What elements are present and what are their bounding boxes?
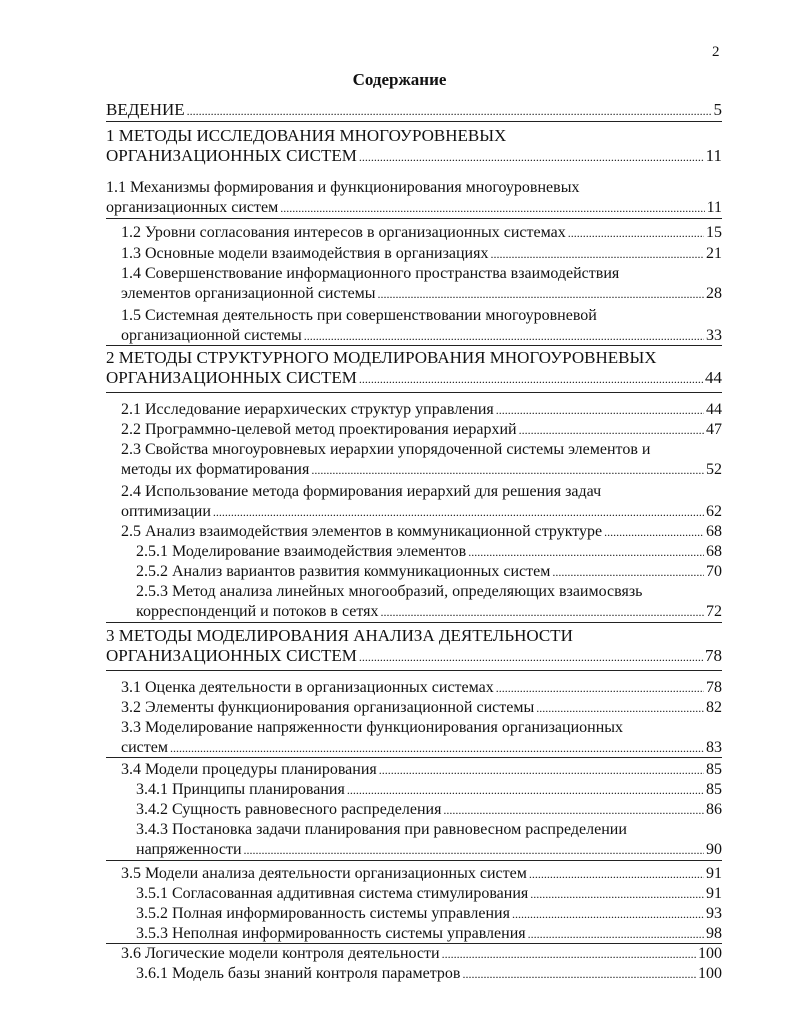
toc-page-number: 52 — [706, 461, 722, 478]
toc-page-number: 62 — [706, 503, 722, 520]
toc-page-number: 100 — [698, 945, 722, 962]
leader-dots — [379, 760, 704, 780]
toc-entry — [121, 284, 722, 303]
section-divider — [106, 860, 722, 861]
leader-dots — [311, 460, 704, 480]
toc-page-number: 93 — [706, 905, 722, 922]
toc-entry-line — [106, 178, 722, 197]
toc-entry — [136, 542, 722, 561]
section-divider — [106, 392, 722, 393]
toc-entry-text: 2.5.1 Моделирование взаимодействия элементов — [136, 543, 467, 560]
toc-entry-text: 3.6 Логические модели контроля деятельности — [121, 945, 440, 962]
toc-entry-text: 3 МЕТОДЫ МОДЕЛИРОВАНИЯ АНАЛИЗА ДЕЯТЕЛЬНОСТИ — [106, 626, 573, 645]
toc-entry — [136, 884, 722, 903]
toc-entry-text: 2 МЕТОДЫ СТРУКТУРНОГО МОДЕЛИРОВАНИЯ МНОГОУРОВНЕВЫХ — [106, 348, 657, 367]
toc-entry — [121, 678, 722, 697]
toc-entry — [121, 244, 722, 263]
toc-entry-text: систем — [121, 739, 168, 756]
toc-entry-text: 3.4.3 Постановка задачи планирования при равновесном распределении — [136, 821, 627, 838]
toc-entry — [136, 904, 722, 923]
toc-entry-text: 1.3 Основные модели взаимодействия в организациях — [121, 245, 489, 262]
leader-dots — [213, 502, 704, 522]
leader-dots — [378, 284, 704, 304]
toc-entry-text: 3.3 Моделирование напряженности функционирования организационных — [121, 719, 624, 736]
leader-dots — [359, 146, 704, 167]
toc-page-number: 98 — [706, 925, 722, 942]
toc-entry — [121, 223, 722, 242]
toc-entry-text: 3.5.2 Полная информированность системы управления — [136, 905, 510, 922]
toc-entry-text: организационных систем — [106, 199, 279, 216]
toc-entry-line — [121, 264, 722, 283]
toc-entry-text: организационной системы — [121, 327, 302, 344]
toc-entry-text: 3.6.1 Модель базы знаний контроля параметров — [136, 965, 461, 982]
toc-entry — [106, 198, 722, 217]
toc-entry — [121, 400, 722, 419]
toc-page-number: 91 — [706, 885, 722, 902]
leader-dots — [512, 904, 704, 924]
toc-entry-line — [121, 482, 722, 501]
toc-entry-text: 1.5 Системная деятельность при совершенствовании многоуровневой — [121, 307, 597, 324]
leader-dots — [170, 738, 704, 758]
toc-page-number: 15 — [706, 224, 722, 241]
toc-entry-text: 2.5 Анализ взаимодействия элементов в коммуникационной структуре — [121, 523, 603, 540]
toc-entry-line — [136, 820, 722, 839]
leader-dots — [604, 522, 704, 542]
leader-dots — [347, 780, 704, 800]
leader-dots — [280, 198, 704, 218]
toc-entry-text: 2.5.3 Метод анализа линейных многообразий, определяющих взаимосвязь — [136, 583, 643, 600]
toc-entry — [121, 864, 722, 883]
toc-entry — [121, 522, 722, 541]
leader-dots — [536, 698, 704, 718]
toc-entry-text: 1.4 Совершенствование информационного пространства взаимодействия — [121, 265, 620, 282]
toc-page-number: 5 — [713, 100, 722, 119]
leader-dots — [496, 678, 704, 698]
toc-entry-line — [121, 718, 722, 737]
toc-entry — [106, 646, 722, 665]
toc-entry — [121, 738, 722, 757]
toc-entry-text: корреспонденций и потоков в сетях — [136, 603, 379, 620]
toc-entry — [136, 780, 722, 799]
toc-entry — [136, 924, 722, 943]
leader-dots — [462, 964, 696, 984]
toc-page-number: 68 — [706, 543, 722, 560]
toc-entry-text: ОРГАНИЗАЦИОННЫХ СИСТЕМ — [106, 146, 357, 165]
leader-dots — [359, 368, 703, 389]
toc-page-number: 21 — [706, 245, 722, 262]
leader-dots — [496, 400, 704, 420]
section-divider — [106, 345, 722, 346]
leader-dots — [568, 223, 704, 243]
toc-entry-text: 3.4 Модели процедуры планирования — [121, 761, 377, 778]
toc-entry — [121, 760, 722, 779]
toc-entry — [121, 420, 722, 439]
toc-page-number: 90 — [706, 841, 722, 858]
toc-page-number: 100 — [698, 965, 722, 982]
toc-page-number: 33 — [706, 327, 722, 344]
toc-entry-line — [106, 348, 722, 367]
toc-entry-text: 2.5.2 Анализ вариантов развития коммуникационных систем — [136, 563, 551, 580]
toc-entry-text: 3.5.1 Согласованная аддитивная система стимулирования — [136, 885, 529, 902]
toc-entry-text: 2.3 Свойства многоуровневых иерархии упорядоченной системы элементов и — [121, 441, 651, 458]
leader-dots — [380, 602, 704, 622]
toc-page-number: 85 — [706, 781, 722, 798]
toc-entry-line — [106, 126, 722, 145]
leader-dots — [490, 244, 704, 264]
toc-title: Содержание — [352, 70, 447, 89]
section-divider — [106, 670, 722, 671]
toc-page-number: 86 — [706, 801, 722, 818]
toc-entry-text: 3.1 Оценка деятельности в организационных системах — [121, 679, 494, 696]
toc-entry-text: ВЕДЕНИЕ — [106, 100, 185, 119]
toc-entry — [106, 146, 722, 165]
toc-entry-text: 1.1 Механизмы формирования и функционирования многоуровневых — [106, 179, 580, 196]
toc-entry — [121, 460, 722, 479]
toc-page-number: 11 — [705, 146, 722, 165]
leader-dots — [244, 840, 705, 860]
toc-page-number: 28 — [706, 285, 722, 302]
toc-entry — [121, 502, 722, 521]
toc-entry-text: 2.1 Исследование иерархических структур управления — [121, 401, 494, 418]
toc-entry — [106, 100, 722, 119]
toc-entry-text: методы их форматирования — [121, 461, 310, 478]
page-number: 2 — [712, 44, 720, 60]
toc-page-number: 44 — [706, 401, 722, 418]
toc-page-number: 72 — [706, 603, 722, 620]
toc-page-number: 11 — [706, 199, 722, 216]
leader-dots — [442, 944, 696, 964]
section-divider — [106, 622, 722, 623]
toc-entry-text: ОРГАНИЗАЦИОННЫХ СИСТЕМ — [106, 646, 357, 665]
toc-entry-line — [106, 626, 722, 645]
toc-entry — [136, 562, 722, 581]
toc-entry-text: 3.4.2 Сущность равновесного распределения — [136, 801, 442, 818]
toc-page-number: 83 — [706, 739, 722, 756]
toc-page-number: 78 — [705, 646, 722, 665]
toc-entry-text: 3.4.1 Принципы планирования — [136, 781, 345, 798]
toc-entry-text: 3.2 Элементы функционирования организационной системы — [121, 699, 535, 716]
toc-entry-text: оптимизации — [121, 503, 211, 520]
toc-entry-text: 3.5 Модели анализа деятельности организационных систем — [121, 865, 527, 882]
toc-entry-text: 3.5.3 Неполная информированность системы управления — [136, 925, 526, 942]
toc-entry — [121, 326, 722, 345]
toc-page-number: 70 — [706, 563, 722, 580]
toc-entry — [136, 840, 722, 859]
toc-entry — [121, 944, 722, 963]
toc-entry — [106, 368, 722, 387]
toc-page-number: 82 — [706, 699, 722, 716]
leader-dots — [529, 864, 704, 884]
toc-entry-text: 2.4 Использование метода формирования иерархий для решения задач — [121, 483, 602, 500]
toc-entry-text: 2.2 Программно-целевой метод проектирования иерархий — [121, 421, 517, 438]
toc-page-number: 91 — [706, 865, 722, 882]
toc-entry — [136, 800, 722, 819]
toc-entry-line — [121, 306, 722, 325]
toc-entry-text: 1 МЕТОДЫ ИССЛЕДОВАНИЯ МНОГОУРОВНЕВЫХ — [106, 126, 507, 145]
toc-entry-text: 1.2 Уровни согласования интересов в организационных системах — [121, 224, 566, 241]
toc-page-number: 47 — [706, 421, 722, 438]
leader-dots — [359, 646, 703, 667]
section-divider — [106, 121, 722, 122]
section-divider — [106, 218, 722, 219]
toc-entry — [136, 964, 722, 983]
toc-entry — [121, 698, 722, 717]
leader-dots — [528, 924, 704, 944]
toc-page-number: 44 — [705, 368, 722, 387]
leader-dots — [552, 562, 704, 582]
leader-dots — [468, 542, 704, 562]
toc-entry-text: элементов организационной системы — [121, 285, 376, 302]
toc-entry — [136, 602, 722, 621]
leader-dots — [530, 884, 704, 904]
toc-entry-line — [136, 582, 722, 601]
toc-entry-text: ОРГАНИЗАЦИОННЫХ СИСТЕМ — [106, 368, 357, 387]
toc-entry-line — [121, 440, 722, 459]
leader-dots — [187, 100, 712, 121]
leader-dots — [443, 800, 704, 820]
toc-page-number: 68 — [706, 523, 722, 540]
toc-entry-text: напряженности — [136, 841, 242, 858]
toc-page-number: 78 — [706, 679, 722, 696]
section-divider — [106, 757, 722, 758]
leader-dots — [519, 420, 704, 440]
leader-dots — [304, 326, 704, 346]
toc-page-number: 85 — [706, 761, 722, 778]
